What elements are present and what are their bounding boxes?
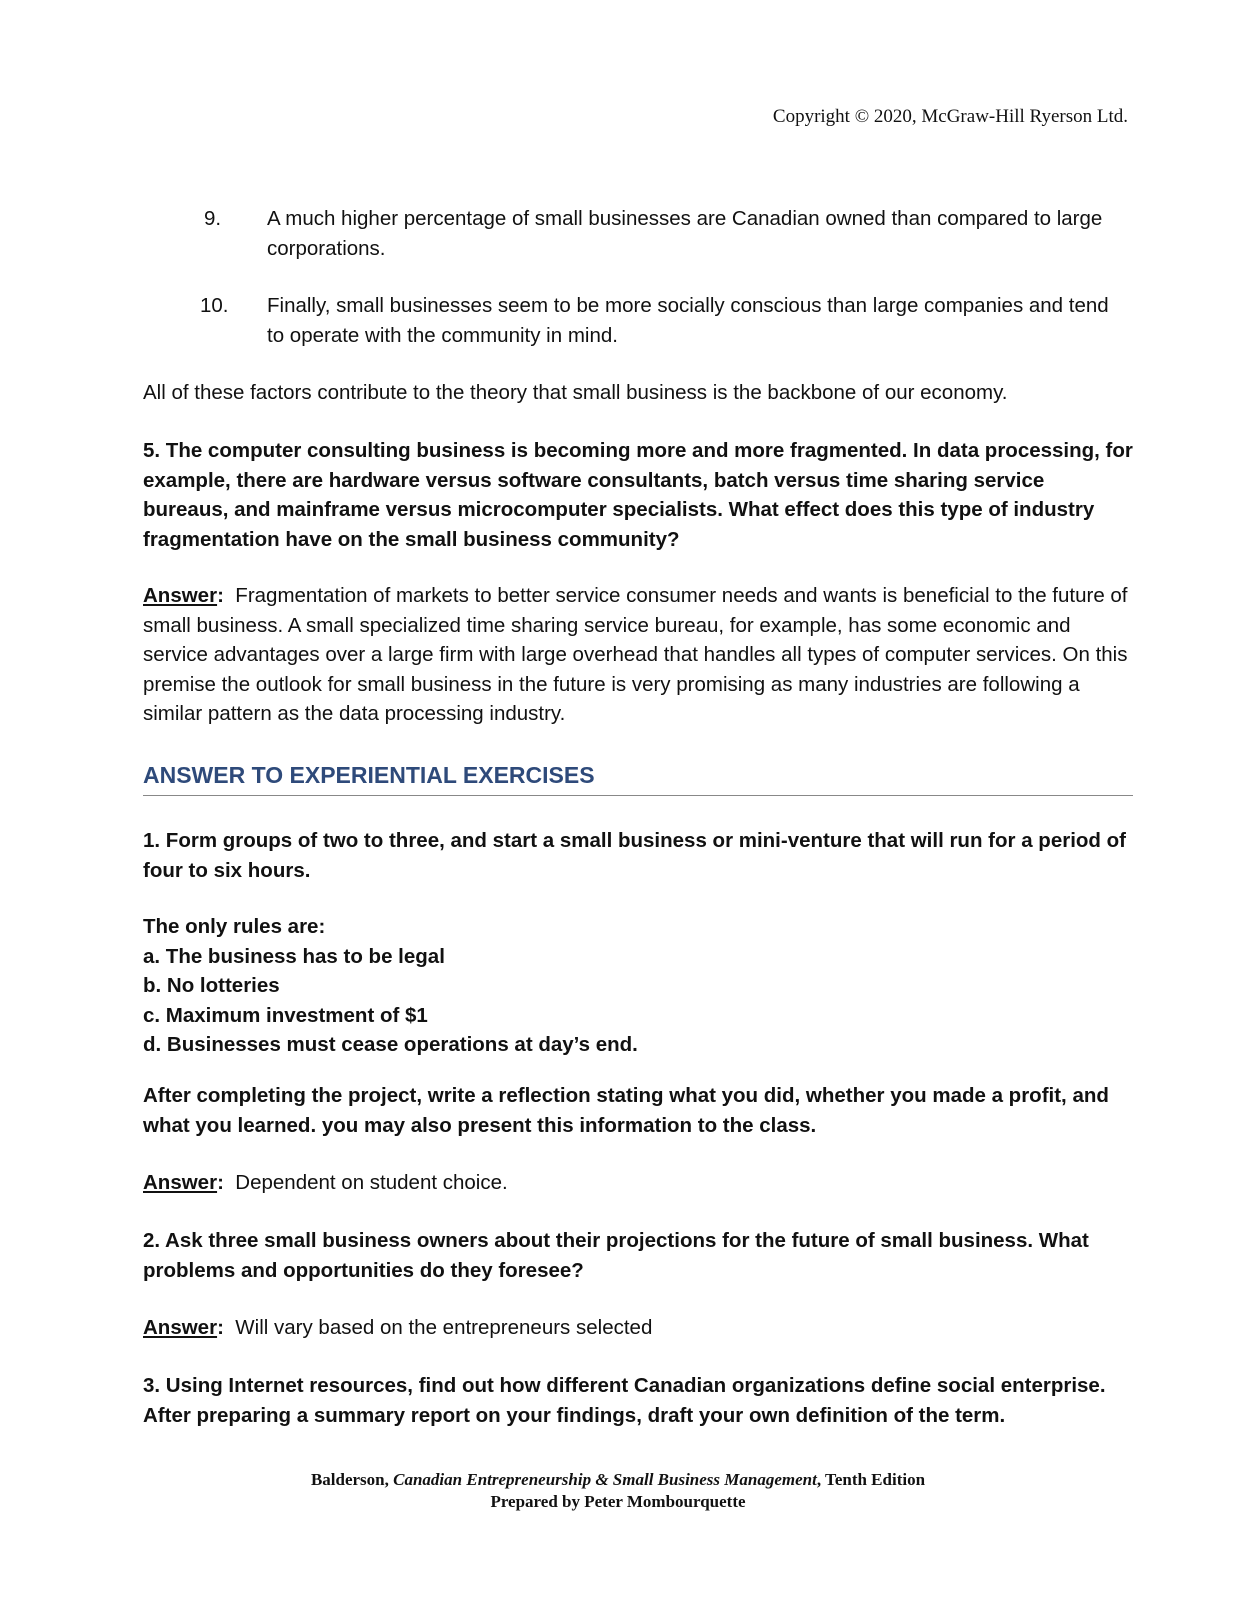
- footer-author: Balderson,: [310, 1470, 389, 1489]
- footer-book-title: Canadian Entrepreneurship & Small Business Management: [393, 1470, 817, 1489]
- list-item-text: A much higher percentage of small businesses are Canadian owned than compared to large corporations.: [267, 207, 1103, 260]
- rule-item: d. Businesses must cease operations at day’s end.: [143, 1033, 638, 1056]
- list-item-number: 10.: [200, 294, 229, 317]
- rule-item: c. Maximum investment of $1: [143, 1003, 428, 1027]
- list-item-text: Finally, small businesses seem to be more socially conscious than large companies and tend to operate with the community in mind.: [267, 294, 1109, 347]
- exercise-2-answer: [143, 1313, 1133, 1343]
- exercise-1: 1. Form groups of two to three, and start a small business or mini-venture that will run for a period of four to six hours.: [143, 829, 1126, 882]
- rules-intro: The only rules are:: [143, 915, 326, 938]
- rule-item: b. No lotteries: [143, 974, 280, 997]
- answer-text: Dependent on student choice.: [235, 1171, 508, 1194]
- answer-label: Answer: [143, 584, 218, 607]
- exercise-1-followup: After completing the project, write a reflection stating what you did, whether you made a profit, and what you learned. you may also present this information to the class.: [143, 1084, 1109, 1137]
- exercise-2: 2. Ask three small business owners about their projections for the future of small business. What problems and opportunities do they foresee?: [143, 1229, 1089, 1282]
- question-5: 5. The computer consulting business is becoming more and more fragmented. In data processing, for example, there are hardware versus software consultants, batch versus time sharing service bureaus, and mainframe versus microcomputer specialists. What effect does this type of industry fragmentation have on the small business community?: [143, 439, 1133, 551]
- exercise-3: 3. Using Internet resources, find out how different Canadian organizations define social enterprise. After preparing a summary report on your findings, draft your own definition of the term.: [143, 1374, 1106, 1427]
- answer-label: Answer: [143, 1171, 218, 1194]
- copyright-notice: Copyright © 2020, McGraw-Hill Ryerson Ltd.: [772, 106, 1128, 127]
- summary-paragraph: All of these factors contribute to the theory that small business is the backbone of our economy.: [143, 381, 1008, 404]
- answer-colon: :: [217, 1316, 224, 1339]
- answer-text: Will vary based on the entrepreneurs selected: [235, 1316, 653, 1339]
- answer-colon: :: [217, 1171, 224, 1194]
- section-heading: ANSWER TO EXPERIENTIAL EXERCISES: [143, 762, 1133, 796]
- answer-colon: :: [217, 584, 224, 607]
- footer-citation: [0, 1469, 1236, 1491]
- list-item-9: [204, 204, 1124, 263]
- footer-edition: , Tenth Edition: [816, 1470, 926, 1489]
- answer-label: Answer: [143, 1316, 218, 1339]
- list-item-10: [200, 291, 1124, 350]
- footer-prepared-by: Prepared by Peter Mombourquette: [490, 1492, 746, 1511]
- list-item-number: 9.: [204, 207, 222, 230]
- exercise-1-rules: [143, 912, 1133, 1060]
- question-5-answer: [143, 581, 1133, 729]
- answer-text: Fragmentation of markets to better service consumer needs and wants is beneficial to the future of small business. A small specialized time sharing service bureau, for example, has some economic and service advantages over a large firm with large overhead that handles all types of computer services. On this premise the outlook for small business in the future is very promising as many industries are following a similar pattern as the data processing industry.: [143, 584, 1128, 725]
- exercise-1-answer: [143, 1168, 1133, 1198]
- rule-item: a. The business has to be legal: [143, 944, 445, 968]
